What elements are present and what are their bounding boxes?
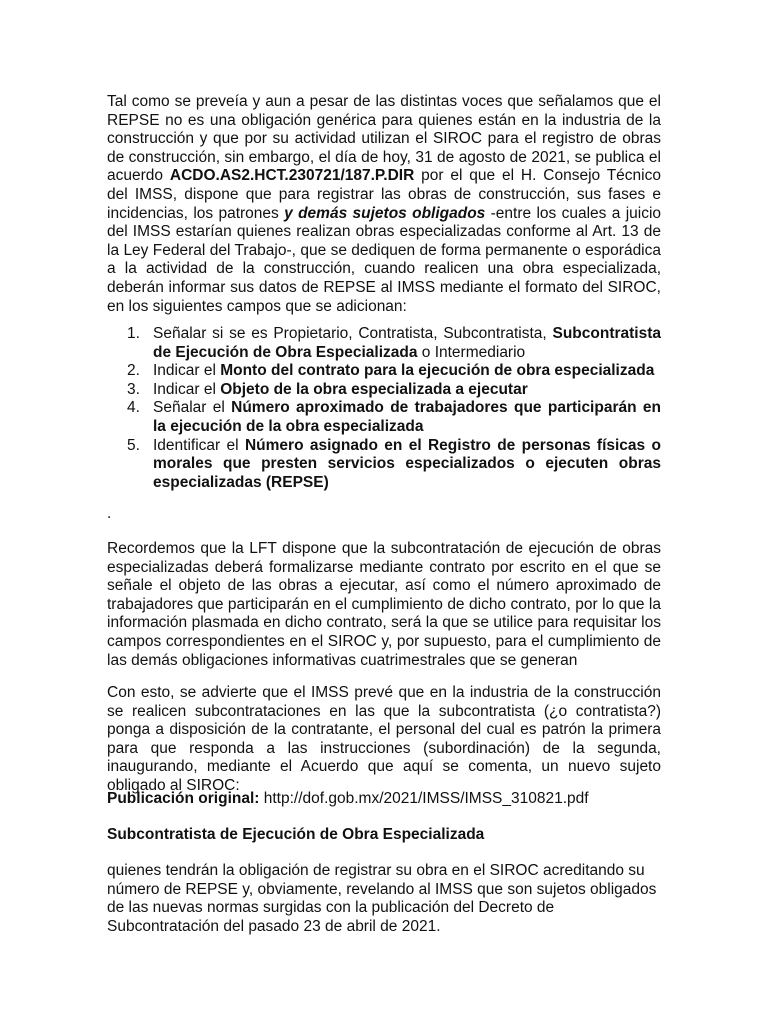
closing-paragraph: quienes tendrán la obligación de registrar su obra en el SIROC acreditando su número de REPSE y, obviamente, revelando al IMSS que son sujetos obligados de las nuevas normas surgidas con la publicación del Decreto de Subcontratación del pasado 23 de abril de 2021. bbox=[107, 862, 657, 935]
list-bold-text: Objeto de la obra especializada a ejecutar bbox=[220, 380, 528, 398]
list-text: Indicar el bbox=[153, 362, 221, 380]
list-item bbox=[107, 362, 661, 381]
list-number: 3. bbox=[127, 380, 140, 398]
list-text-tail: o Intermediario bbox=[417, 343, 526, 361]
heading-text: Subcontratista de Ejecución de Obra Especializada bbox=[107, 826, 485, 843]
list-text: Señalar el bbox=[153, 399, 232, 417]
intro-text-3: -entre los cuales a juicio del IMSS estarían quienes realizan obras especializadas conforme al Art. 13 de la Ley Federal del Trabajo-, que se dediquen de forma permanente o esporádica a la actividad de la construcción, cuando realicen una obra especializada, deberán informar sus datos de REPSE al IMSS mediante el formato del SIROC, en los siguientes campos que se adicionan: bbox=[107, 204, 662, 315]
intro-text-2: por el que el H. Consejo Técnico del IMSS, dispone que para registrar las obras de construcción, sus fases e incidencias, los patrones bbox=[107, 167, 661, 222]
obligated-subjects-emphasis: y demás sujetos obligados bbox=[284, 204, 486, 222]
list-bold-text: Subcontratista de Ejecución de Obra Especializada bbox=[153, 325, 661, 361]
list-item bbox=[107, 399, 661, 436]
lft-paragraph: Recordemos que la LFT dispone que la subcontratación de ejecución de obras especializadas deberá formalizarse mediante contrato por escrito en el que se señale el objeto de las obras a ejecutar, así como el número aproximado de trabajadores que participarán en el cumplimiento de dicho contrato, por lo que la información plasmada en dicho contrato, será la que se utilice para requisitar los campos correspondientes en el SIROC y, por supuesto, para el cumplimiento de las demás obligaciones informativas cuatrimestrales que se generan bbox=[107, 540, 661, 669]
list-number: 2. bbox=[127, 362, 140, 380]
list-bold-text: Número asignado en el Registro de personas físicas o morales que presten servicios especializados o ejecuten obras especializadas (REPSE) bbox=[153, 436, 661, 491]
publication-line bbox=[107, 790, 661, 809]
list-text: Identificar el bbox=[153, 436, 245, 454]
agreement-code: ACDO.AS2.HCT.230721/187.P.DIR bbox=[169, 167, 415, 185]
list-number: 1. bbox=[127, 325, 140, 342]
intro-paragraph bbox=[107, 93, 661, 316]
list-item bbox=[107, 437, 661, 493]
publication-label: Publicación original: bbox=[107, 790, 260, 807]
list-number: 5. bbox=[127, 436, 140, 454]
publication-url: http://dof.gob.mx/2021/IMSS/IMSS_310821.pdf bbox=[259, 790, 589, 807]
list-bold-text: Monto del contrato para la ejecución de obra especializada bbox=[220, 362, 655, 380]
list-number: 4. bbox=[127, 399, 140, 417]
list-bold-text: Número aproximado de trabajadores que participarán en la ejecución de la obra especializada bbox=[153, 399, 661, 435]
stray-dot: . bbox=[107, 505, 112, 522]
section-heading bbox=[107, 826, 661, 845]
list-item bbox=[107, 381, 661, 400]
imss-paragraph: Con esto, se advierte que el IMSS prevé que en la industria de la construcción se realicen subcontrataciones en las que la subcontratista (¿o contratista?) ponga a disposición de la contratante, el personal del cual es patrón la primera para que responda a las instrucciones (subordinación) de la segunda, inaugurando, mediante el Acuerdo que aquí se comenta, un nuevo sujeto obligado al SIROC: bbox=[107, 684, 661, 794]
list-item bbox=[107, 325, 661, 362]
list-text: Señalar si se es Propietario, Contratista, Subcontratista, bbox=[153, 325, 553, 342]
list-text: Indicar el bbox=[153, 380, 221, 398]
fields-list bbox=[107, 325, 661, 492]
intro-text-1: Tal como se preveía y aun a pesar de las distintas voces que señalamos que el REPSE no es una obligación genérica para quienes están en la industria de la construcción y que por su actividad utilizan el SIROC para el registro de obras de construcción, sin embargo, el día de hoy, 31 de agosto de 2021, se publica el acuerdo bbox=[107, 93, 661, 185]
